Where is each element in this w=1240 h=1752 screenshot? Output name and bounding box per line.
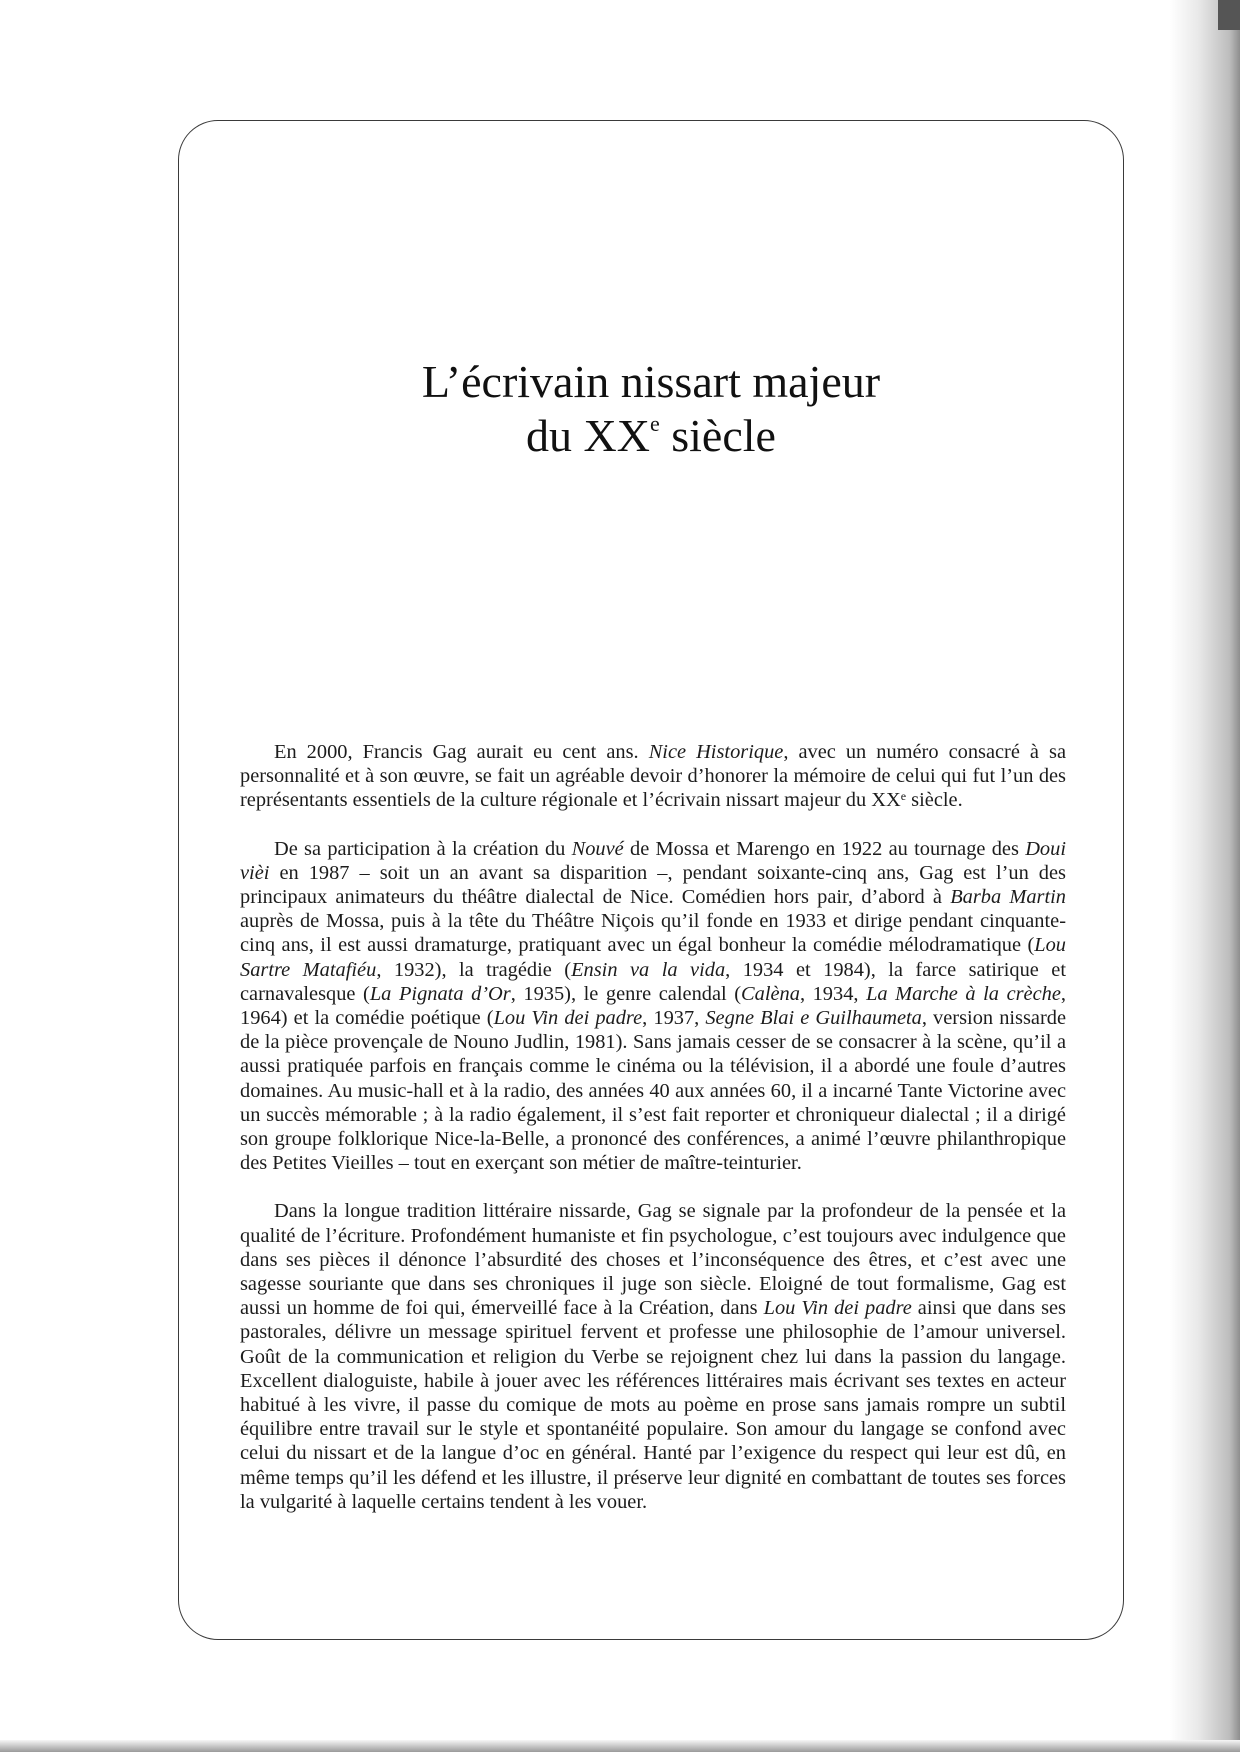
title-superscript: e <box>649 411 660 436</box>
text-run: , version nissarde de la pièce provençale de Nouno Judlin, 1981). Sans jamais cesser de se consacrer à la scène, qu’il a aussi pratiquée parfois en français comme le cinéma ou la télévision, il a abordé une foule d’autres domaines. Au music-hall et à la radio, des années 40 aux années 60, il a incarné Tante Victorine avec un succès mémorable ; à la radio également, il s’est fait reporter et chroniqueur dialectal ; il a dirigé son groupe folklorique Nice-la-Belle, a prononcé des conférences, a animé l’œuvre philanthropique des Petites Vieilles – tout en exerçant son métier de maître-teinturier. <box>240 1007 1067 1175</box>
italic-title-run: Doui vièi <box>240 837 1066 884</box>
text-run: , 1937, <box>642 1007 706 1030</box>
italic-title-run: Lou Vin dei padre <box>493 1007 643 1030</box>
text-run: , 1964) et la comédie poétique ( <box>240 982 1067 1030</box>
text-run: siècle. <box>906 789 963 812</box>
paragraph-3 <box>240 1199 1066 1514</box>
italic-title-run: Segne Blai e Guilhaumeta <box>705 1007 922 1030</box>
paragraph-1 <box>240 740 1066 813</box>
page-gutter-shadow <box>1170 0 1240 1752</box>
text-run: , 1934, <box>799 982 867 1005</box>
italic-title-run: Barba Martin <box>950 886 1067 909</box>
text-run: , 1934 et 1984), la farce satirique et carnavalesque ( <box>240 958 1067 1005</box>
text-run: , 1932), la tragédie ( <box>376 958 572 981</box>
text-run: , 1935), le genre calendal ( <box>510 982 742 1005</box>
text-run: De sa participation à la création du <box>274 837 572 860</box>
paragraph-2 <box>240 837 1066 1176</box>
text-run: de Mossa et Marengo en 1922 au tournage des <box>623 837 1026 860</box>
italic-title-run: La Marche à la crèche <box>866 982 1061 1005</box>
italic-title-run: Calèna <box>741 982 800 1005</box>
italic-title-run: Lou Sartre Matafiéu <box>240 934 1066 981</box>
italic-title-run: Nice Historique <box>648 741 784 763</box>
italic-title-run: Ensin va la vida <box>571 958 726 981</box>
superscript-run: e <box>900 789 907 804</box>
text-run: En 2000, Francis Gag aurait eu cent ans. <box>274 741 649 763</box>
italic-title-run: Nouvé <box>571 837 624 860</box>
title-line-2-start: du XX <box>526 410 650 461</box>
title-line-2-end: siècle <box>659 410 776 461</box>
title-line-2 <box>526 410 776 461</box>
italic-title-run: Lou Vin dei padre <box>763 1297 912 1320</box>
text-run: , avec un numéro consacré à sa personnalité et à son œuvre, se fait un agréable devoir d’honorer la mémoire de celui qui fut l’un des représentants essentiels de la culture régionale et l’écrivain nissart majeur du XX <box>240 741 1066 812</box>
text-run: Dans la longue tradition littéraire nissarde, Gag se signale par la profondeur de la pensée et la qualité de l’écriture. Profondément humaniste et fin psychologue, c’est toujours avec indulgence que dans ses pièces il dénonce l’absurdité des choses et l’inconséquence des êtres, et c’est avec une sagesse souriante que dans ses chroniques il juge son siècle. Eloigné de tout formalisme, Gag est aussi un homme de foi qui, émerveillé face à la Création, dans <box>240 1200 1066 1320</box>
page-corner-shadow <box>1218 0 1240 30</box>
title-line-1: L’écrivain nissart majeur <box>421 356 881 407</box>
article-body <box>240 740 1066 1538</box>
text-run: en 1987 – soit un an avant sa disparition –, pendant soixante-cinq ans, Gag est l’un des principaux animateurs du théâtre dialectal de Nice. Comédien hors pair, d’abord à <box>240 861 1066 909</box>
text-run: auprès de Mossa, puis à la tête du Théâtre Niçois qu’il fonde en 1933 et dirige pendant cinquante-cinq ans, il est aussi dramaturge, pratiquant avec un égal bonheur la comédie mélodramatique ( <box>240 910 1066 957</box>
page-title <box>178 355 1124 463</box>
italic-title-run: La Pignata d’Or <box>369 982 511 1005</box>
page-bottom-edge <box>0 1740 1240 1752</box>
text-run: ainsi que dans ses pastorales, délivre un message spirituel fervent et professe une philosophie de l’amour universel. Goût de la communication et religion du Verbe se rejoignent chez lui dans la passion du langage. Excellent dialoguiste, habile à jouer avec les références littéraires mais écrivant ses textes en acteur habitué à les vivre, il passe du comique de mots au poème en prose sans jamais rompre un subtil équilibre entre travail sur le style et spontanéité populaire. Son amour du langage se confond avec celui du nissart et de la langue d’oc en général. Hanté par l’exigence du respect qui leur est dû, en même temps qu’il les défend et les illustre, il préserve leur dignité en combattant de toutes ses forces la vulgarité à laquelle certains tendent à les vouer. <box>240 1297 1066 1513</box>
